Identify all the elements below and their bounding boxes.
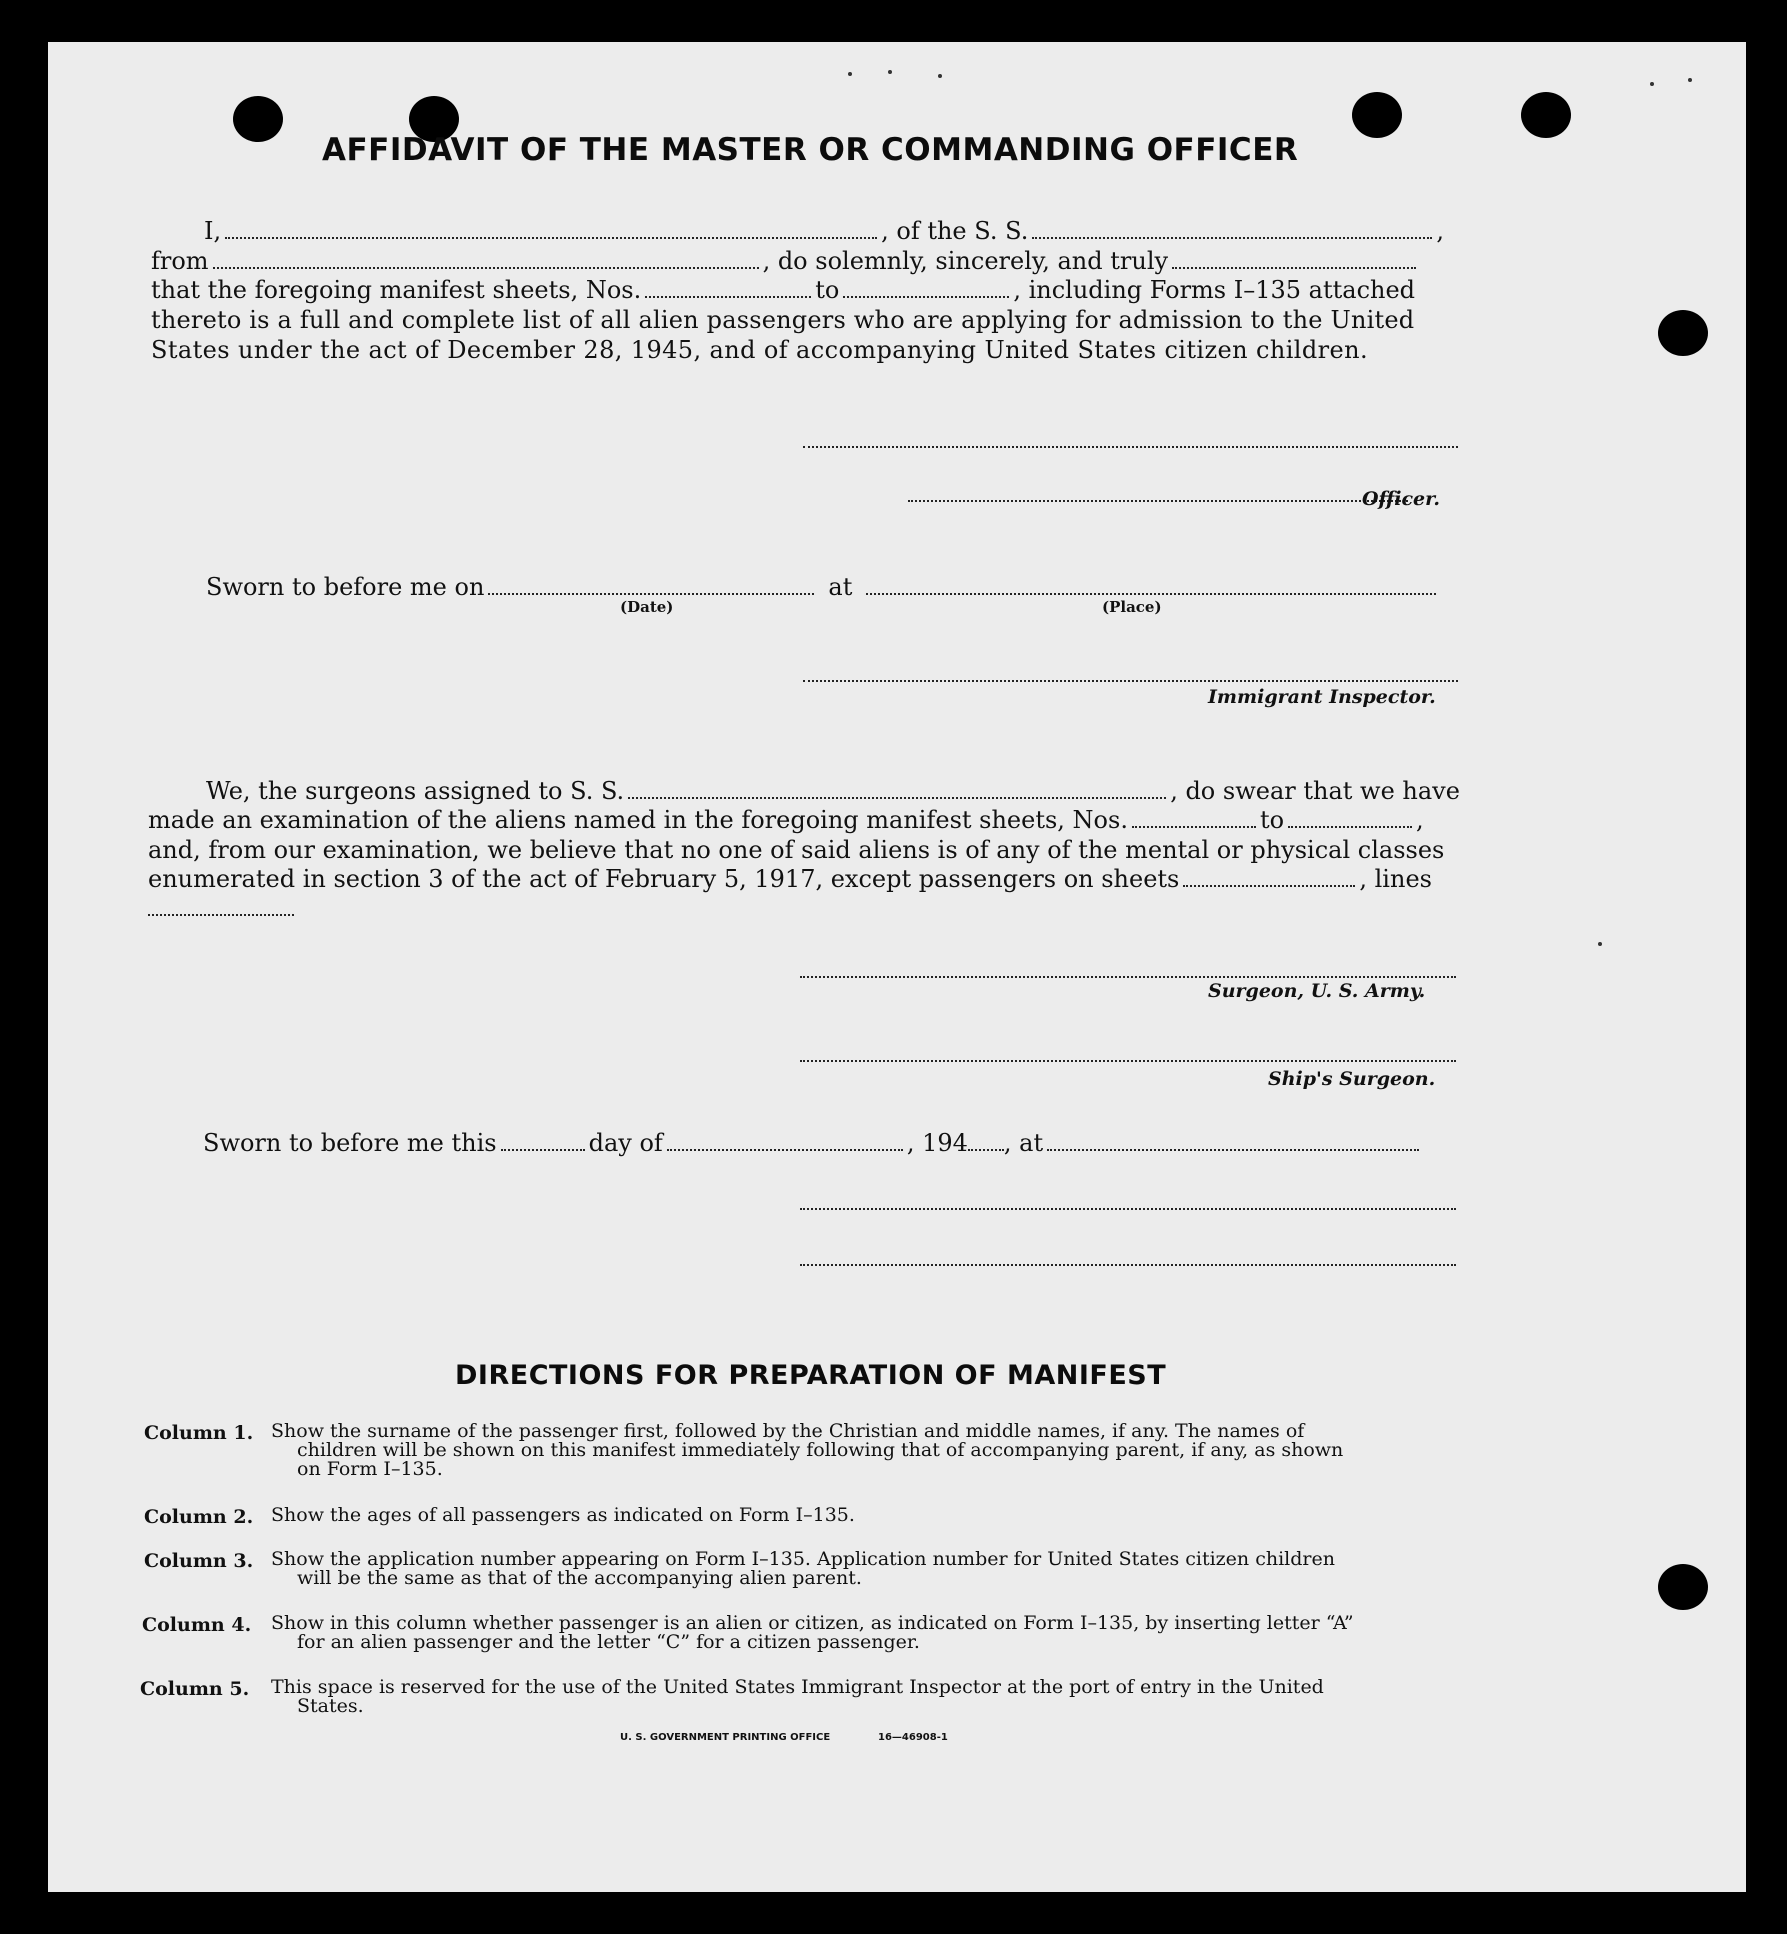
text: , do solemnly, sincerely, and truly: [762, 247, 1169, 275]
text: , including Forms I–135 attached: [1013, 276, 1416, 304]
surgeons-line-2: [148, 805, 1424, 835]
text: at: [828, 573, 853, 601]
text: , at: [1003, 1129, 1044, 1157]
column-4-label: Column 4.: [142, 1614, 252, 1636]
surgeons-line-3: and, from our examination, we believe that no one of said aliens is of any of the mental or physical classes: [148, 836, 1445, 864]
column-4-text: [271, 1614, 1451, 1652]
blank-name: [225, 236, 877, 239]
column-5-label: Column 5.: [140, 1678, 250, 1700]
ships-surgeon-label: Ship's Surgeon.: [1268, 1068, 1436, 1090]
column-2-text: [271, 1506, 1451, 1525]
text: day of: [588, 1129, 663, 1157]
ships-surgeon-signature-line: [800, 1060, 1456, 1062]
date-label: (Date): [620, 598, 674, 616]
text: , 194: [906, 1129, 968, 1157]
affidavit-line-2: [151, 246, 1420, 276]
speck: [1598, 942, 1602, 946]
officer-label: Officer.: [1362, 488, 1441, 510]
army-surgeon-signature-line: [800, 976, 1456, 978]
sworn-line-2: [203, 1128, 1423, 1158]
text: Show the surname of the passenger first, followed by the Christian and middle names, if any. The names of: [271, 1420, 1305, 1442]
text: Show the application number appearing on Form I–135. Application number for United States citizen children: [271, 1548, 1335, 1570]
text: will be the same as that of the accompanying alien parent.: [297, 1567, 862, 1589]
blank-sheet-from: [645, 295, 811, 298]
text: This space is reserved for the use of the United States Immigrant Inspector at the port of entry in the United: [271, 1676, 1324, 1698]
directions-title: DIRECTIONS FOR PREPARATION OF MANIFEST: [455, 1360, 1167, 1391]
column-1-label: Column 1.: [144, 1422, 254, 1444]
column-5-text: [271, 1678, 1451, 1716]
printing-office: U. S. GOVERNMENT PRINTING OFFICE: [620, 1732, 831, 1743]
text: made an examination of the aliens named in the foregoing manifest sheets, Nos.: [148, 806, 1128, 834]
sworn-line-1: [206, 572, 1440, 602]
speck: [848, 72, 852, 76]
text: Sworn to before me this: [203, 1129, 497, 1157]
blank-swear: [1172, 266, 1416, 269]
punch-hole: [1521, 92, 1571, 138]
text: to: [815, 276, 840, 304]
text: for an alien passenger and the letter “C” for a citizen passenger.: [297, 1631, 920, 1653]
blank-sheets: [1183, 884, 1355, 887]
blank-sheet-to: [1288, 825, 1412, 828]
text: from: [151, 247, 209, 275]
text: on Form I–135.: [297, 1458, 443, 1480]
text: , of the S. S.: [881, 217, 1029, 245]
officer-signature-line: [803, 446, 1458, 448]
text: , lines: [1359, 865, 1432, 893]
affidavit-line-5: States under the act of December 28, 1945, and of accompanying United States citizen children.: [151, 336, 1368, 364]
text: Show in this column whether passenger is an alien or citizen, as indicated on Form I–135, by inserting letter “A”: [271, 1612, 1354, 1634]
place-label: (Place): [1102, 598, 1162, 616]
blank-date: [488, 592, 814, 595]
blank-sheet-from: [1132, 825, 1256, 828]
blank-year: [968, 1148, 1004, 1151]
blank-day: [501, 1148, 585, 1151]
speck: [1688, 78, 1692, 82]
punch-hole: [1352, 92, 1402, 138]
army-surgeon-label: Surgeon, U. S. Army.: [1208, 980, 1426, 1002]
speck: [938, 74, 942, 78]
speck: [888, 70, 892, 74]
affidavit-line-4: thereto is a full and complete list of all alien passengers who are applying for admission to the United: [151, 306, 1415, 334]
column-3-label: Column 3.: [144, 1550, 254, 1572]
form-title: AFFIDAVIT OF THE MASTER OR COMMANDING OFFICER: [322, 132, 1299, 168]
text: We, the surgeons assigned to S. S.: [206, 777, 625, 805]
surgeons-line-4: [148, 864, 1432, 894]
signature-line: [800, 1208, 1456, 1210]
text: ,: [1416, 806, 1424, 834]
text: enumerated in section 3 of the act of February 5, 1917, except passengers on sheets: [148, 865, 1180, 893]
column-3-text: [271, 1550, 1451, 1588]
form-code: 16—46908-1: [878, 1732, 948, 1743]
affidavit-line-3: [151, 275, 1415, 305]
text: ,: [1436, 217, 1444, 245]
text: that the foregoing manifest sheets, Nos.: [151, 276, 642, 304]
form-page: [48, 42, 1746, 1892]
text: to: [1259, 806, 1285, 834]
text: I,: [204, 217, 222, 245]
inspector-label: Immigrant Inspector.: [1208, 686, 1436, 708]
blank-place: [866, 592, 1436, 595]
text: States.: [297, 1695, 364, 1717]
column-1-text: [271, 1422, 1451, 1479]
officer-name-line: [908, 500, 1408, 502]
blank-sheet-to: [843, 295, 1009, 298]
speck: [1650, 82, 1654, 86]
text: children will be shown on this manifest immediately following that of accompanying parent, if any, as shown: [297, 1439, 1344, 1461]
blank-place: [1047, 1148, 1419, 1151]
blank-ship: [1032, 236, 1432, 239]
inspector-signature-line: [803, 680, 1458, 682]
punch-hole: [233, 96, 283, 142]
text: Show the ages of all passengers as indicated on Form I–135.: [271, 1504, 855, 1526]
text: , do swear that we have: [1170, 777, 1460, 805]
surgeons-line-1: [206, 776, 1460, 806]
punch-hole: [1658, 310, 1708, 356]
blank-ship-name: [628, 796, 1166, 799]
signature-line: [800, 1264, 1456, 1266]
blank-from: [213, 266, 759, 269]
text: Sworn to before me on: [206, 573, 485, 601]
blank-lines: [148, 914, 294, 916]
punch-hole: [1658, 1564, 1708, 1610]
blank-month: [667, 1148, 903, 1151]
affidavit-line-1: [204, 216, 1444, 246]
column-2-label: Column 2.: [144, 1506, 254, 1528]
